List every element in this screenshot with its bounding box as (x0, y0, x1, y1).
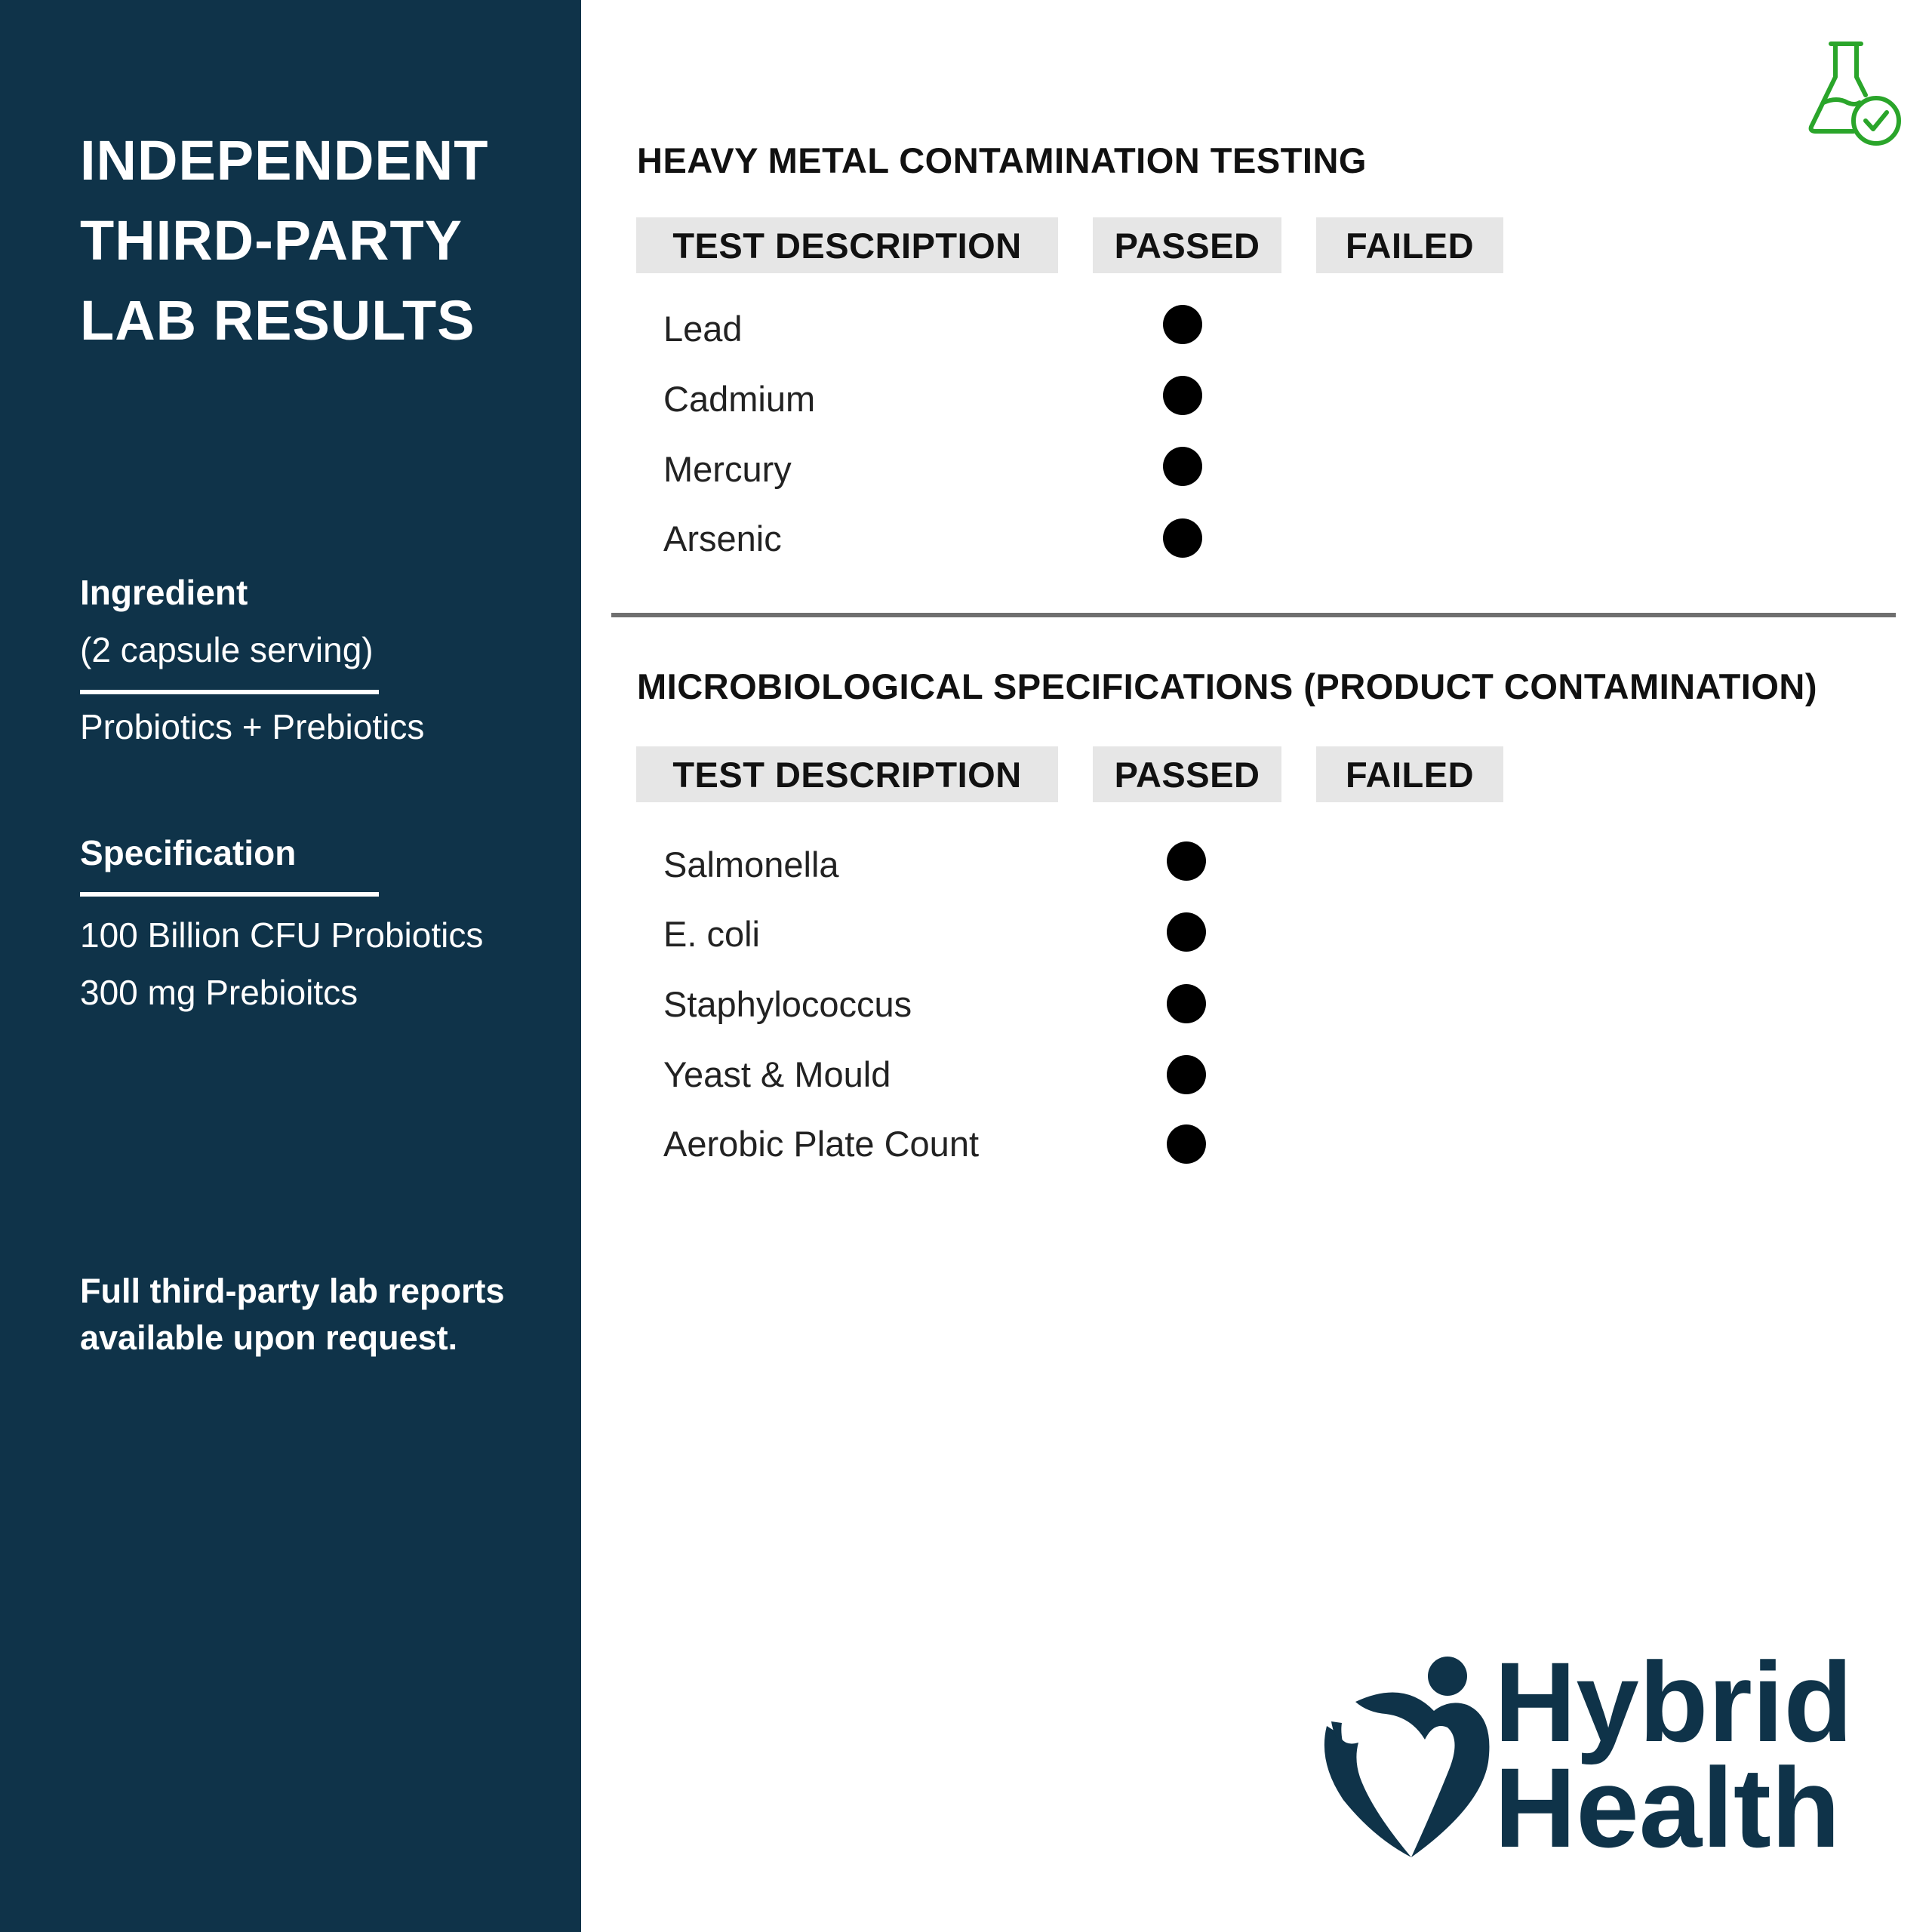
brand-name (1494, 1638, 1854, 1871)
note-line: Full third-party lab reports (80, 1272, 505, 1310)
passed-indicator (1163, 447, 1202, 486)
title-line: THIRD-PARTY (80, 209, 463, 272)
ingredient-serving: (2 capsule serving) (80, 630, 374, 669)
passed-indicator (1163, 376, 1202, 415)
passed-indicator (1163, 305, 1202, 344)
passed-indicator (1163, 518, 1202, 558)
passed-indicator (1167, 912, 1206, 952)
heavy-metal-row-label: Lead (663, 309, 743, 349)
heavy-metal-row-label: Mercury (663, 449, 792, 489)
micro-header-passed: PASSED (1093, 746, 1281, 802)
specification-underline (80, 892, 379, 897)
sidebar (0, 0, 581, 1932)
heavy-metal-header-failed: FAILED (1316, 217, 1503, 273)
page-title (80, 121, 548, 361)
title-line: LAB RESULTS (80, 289, 475, 352)
heavy-metal-row-label: Arsenic (663, 518, 782, 558)
micro-row-label: E. coli (663, 914, 760, 954)
section-divider (611, 613, 1896, 617)
ingredient-underline (80, 690, 379, 694)
micro-row-label: Yeast & Mould (663, 1054, 891, 1094)
note-line: available upon request. (80, 1318, 458, 1357)
micro-header-failed: FAILED (1316, 746, 1503, 802)
heavy-metal-row-label: Cadmium (663, 379, 816, 419)
lab-report-note (80, 1268, 563, 1361)
brand-name-line: Hybrid (1494, 1638, 1854, 1765)
passed-indicator (1167, 1124, 1206, 1164)
main-content (581, 0, 1932, 1932)
specification-label: Specification (80, 833, 297, 872)
micro-row-label: Staphylococcus (663, 984, 912, 1024)
micro-row-label: Aerobic Plate Count (663, 1124, 980, 1164)
heavy-metal-header-description: TEST DESCRIPTION (636, 217, 1058, 273)
passed-indicator (1167, 841, 1206, 881)
heavy-metal-section-title: HEAVY METAL CONTAMINATION TESTING (637, 140, 1367, 180)
passed-indicator (1167, 1055, 1206, 1094)
heart-hands-icon (1313, 1649, 1502, 1868)
heavy-metal-header-passed: PASSED (1093, 217, 1281, 273)
spec-line: 300 mg Prebioitcs (80, 973, 358, 1012)
brand-logo (1313, 1638, 1917, 1871)
micro-row-label: Salmonella (663, 844, 839, 884)
flask-check-icon (1807, 38, 1905, 151)
micro-header-description: TEST DESCRIPTION (636, 746, 1058, 802)
spec-line: 100 Billion CFU Probiotics (80, 915, 484, 955)
ingredient-label: Ingredient (80, 573, 248, 612)
passed-indicator (1167, 984, 1206, 1023)
ingredient-value: Probiotics + Prebiotics (80, 707, 425, 746)
brand-name-line: Health (1494, 1744, 1841, 1871)
title-line: INDEPENDENT (80, 129, 489, 192)
micro-section-title: MICROBIOLOGICAL SPECIFICATIONS (PRODUCT CONTAMINATION) (637, 666, 1818, 706)
